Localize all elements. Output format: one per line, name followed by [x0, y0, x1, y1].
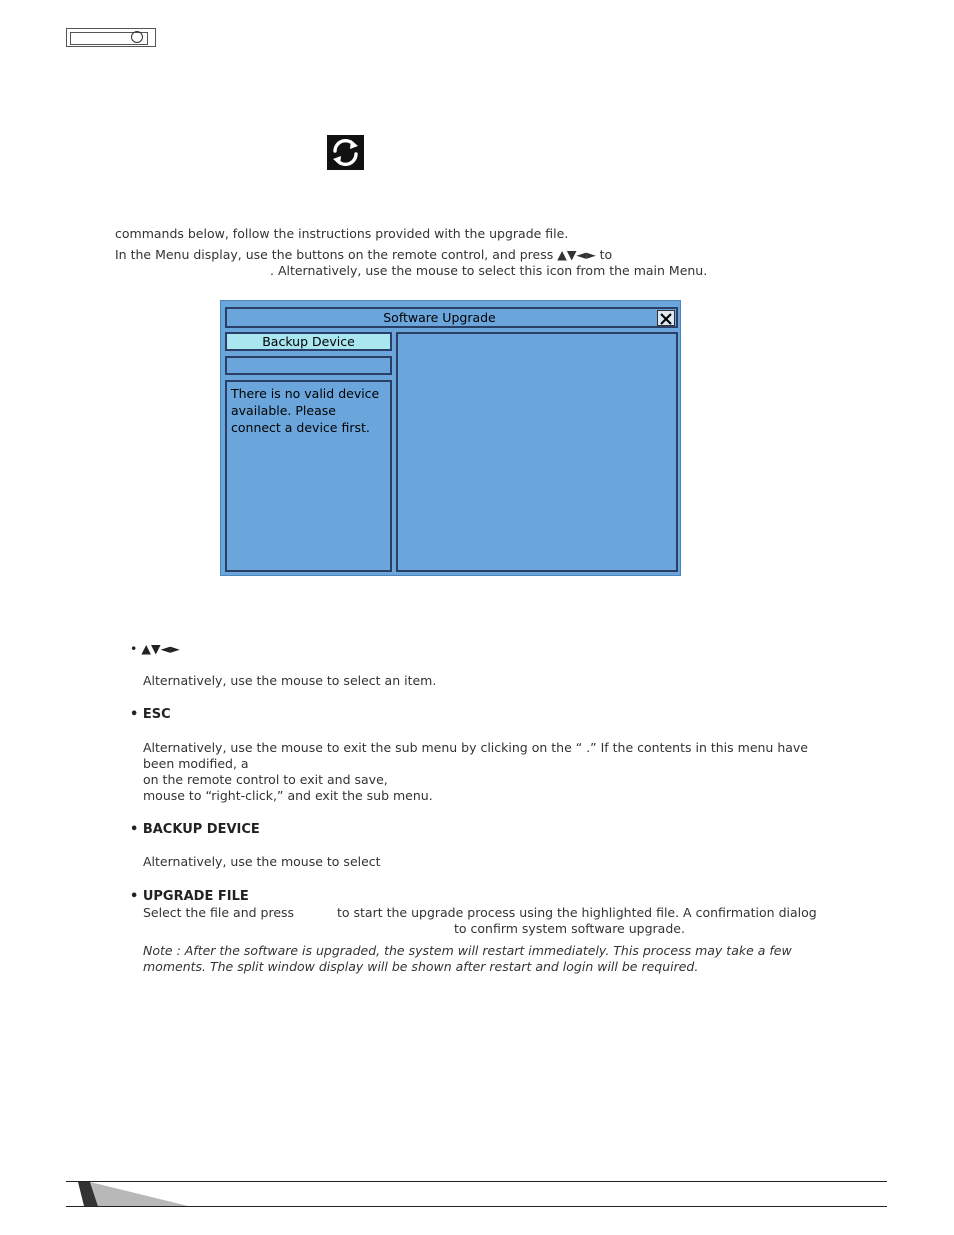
upgrade-item-label: • UPGRADE FILE: [130, 889, 249, 904]
close-button[interactable]: [657, 310, 675, 326]
intro-line-1: commands below, follow the instructions provided with the upgrade file.: [115, 226, 569, 241]
upgrade-desc-line-2: to confirm system software upgrade.: [454, 921, 685, 936]
backup-item-label: • BACKUP DEVICE: [130, 822, 260, 837]
upgrade-note-line-1: Note : After the software is upgraded, the system will restart immediately. This process may take a few: [143, 943, 792, 958]
footer-wedge-icon: [78, 1182, 188, 1207]
upgrade-file-field[interactable]: [225, 356, 392, 375]
arrows-item-label: • ▲▼◄►: [130, 641, 180, 656]
footer-rule-top: [66, 1181, 887, 1182]
arrows-item-desc: Alternatively, use the mouse to select an item.: [143, 673, 437, 688]
dvr-front-panel-icon: [66, 28, 156, 47]
esc-desc-line-3: on the remote control to exit and save,: [143, 772, 388, 787]
backup-device-button[interactable]: [225, 332, 392, 351]
device-message-box: [225, 380, 392, 572]
upgrade-desc-line-1a: Select the file and press: [143, 905, 295, 920]
close-x-icon: [658, 312, 674, 326]
intro-line-2: In the Menu display, use the buttons on the remote control, and press ▲▼◄► to: [115, 247, 613, 262]
esc-desc-line-2: been modified, a: [143, 756, 249, 771]
dialog-title-bar: [225, 307, 678, 328]
backup-device-label: Backup Device: [262, 334, 355, 349]
dialog-title: Software Upgrade: [383, 310, 496, 325]
software-upgrade-dialog: [220, 300, 681, 576]
intro-line-3: . Alternatively, use the mouse to select this icon from the main Menu.: [270, 263, 708, 278]
upgrade-note-line-2: moments. The split window display will be shown after restart and login will be required.: [143, 959, 699, 974]
backup-item-desc: Alternatively, use the mouse to select: [143, 854, 381, 869]
footer-rule-bottom: [66, 1206, 887, 1207]
upgrade-desc-line-1b: to start the upgrade process using the highlighted file. A confirmation dialog: [337, 905, 817, 920]
no-device-message: There is no valid device available. Please connect a device first.: [231, 386, 380, 435]
esc-item-label: • ESC: [130, 707, 171, 722]
esc-desc-line-4: mouse to “right-click,” and exit the sub menu.: [143, 788, 433, 803]
upgrade-file-list[interactable]: [396, 332, 678, 572]
esc-desc-line-1: Alternatively, use the mouse to exit the sub menu by clicking on the “ .” If the contents in this menu have: [143, 740, 808, 755]
refresh-arrows-icon: [327, 135, 364, 170]
